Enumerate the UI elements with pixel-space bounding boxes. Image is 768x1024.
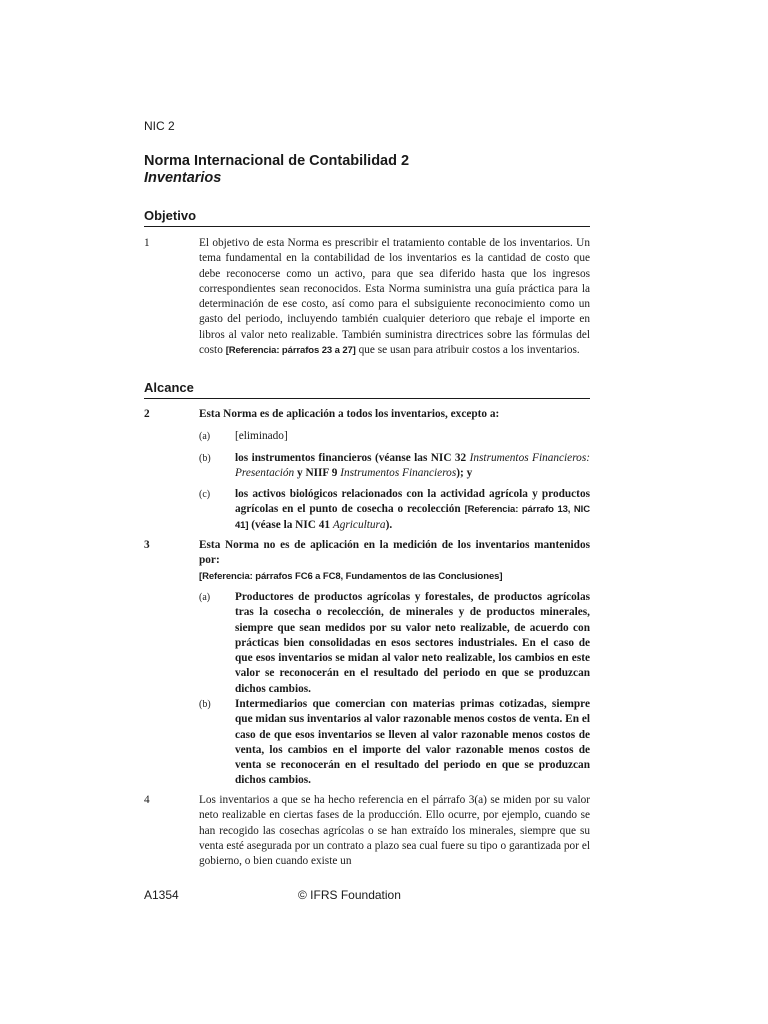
standard-title: Norma Internacional de Contabilidad 2 xyxy=(144,153,410,169)
reference-note: [Referencia: párrafo 13, NIC 41] xyxy=(235,504,590,531)
section-heading-objetivo: Objetivo xyxy=(144,208,590,227)
copyright-notice: © IFRS Foundation xyxy=(298,888,401,902)
section-heading-alcance: Alcance xyxy=(144,380,590,399)
list-label: (a) xyxy=(199,431,211,442)
paragraph-number: 4 xyxy=(144,794,150,806)
paragraph-number: 3 xyxy=(144,539,150,551)
page-title xyxy=(144,153,409,187)
paragraph-text: Esta Norma no es de aplicación en la medición de los inventarios mantenidos por: [Referencia: párrafos FC6 a FC8, Fundamentos de las Conclusiones] xyxy=(199,539,590,582)
paragraph-text: El objetivo de esta Norma es prescribir el tratamiento contable de los inventarios. Un tema fundamental en la contabilidad de los inventarios es la cantidad de costo que debe reconocerse como un activo, para que sea diferido hasta que los ingresos correspondientes sean reconocidos. Esta Norma suministra una guía práctica para la determinación de ese costo, así como para el subsiguiente reconocimiento como un gasto del periodo, incluyendo también cualquier deterioro que rebaje el importe en libros al valor neto realizable. También suministra directrices sobre las fórmulas del costo [Referencia: párrafos 23 a 27] que se usan para atribuir costos a los inventarios. xyxy=(199,237,590,357)
page-number: A1354 xyxy=(144,888,179,902)
standard-code: NIC 2 xyxy=(144,119,175,133)
list-label: (b) xyxy=(199,699,211,710)
list-label: (b) xyxy=(199,453,211,464)
list-label: (c) xyxy=(199,489,211,500)
paragraph-text: Los inventarios a que se ha hecho referencia en el párrafo 3(a) se miden por su valor neto realizable en ciertas fases de la producción. Ello ocurre, por ejemplo, cuando se han recogido las cosechas agrícolas o se han extraído los minerales, siempre que su venta esté asegurada por un contrato a plazo sea cual fuere su tipo o garantizada por el gobierno, o bien cuando existe un xyxy=(199,794,590,868)
paragraph-text: Esta Norma es de aplicación a todos los inventarios, excepto a: xyxy=(199,408,500,420)
list-label: (a) xyxy=(199,592,211,603)
paragraph-number: 1 xyxy=(144,237,150,249)
reference-note: [Referencia: párrafos FC6 a FC8, Fundamentos de las Conclusiones] xyxy=(199,570,503,582)
paragraph-number: 2 xyxy=(144,408,150,420)
reference-note: [Referencia: párrafos 23 a 27] xyxy=(225,345,356,357)
standard-subtitle: Inventarios xyxy=(144,170,222,186)
